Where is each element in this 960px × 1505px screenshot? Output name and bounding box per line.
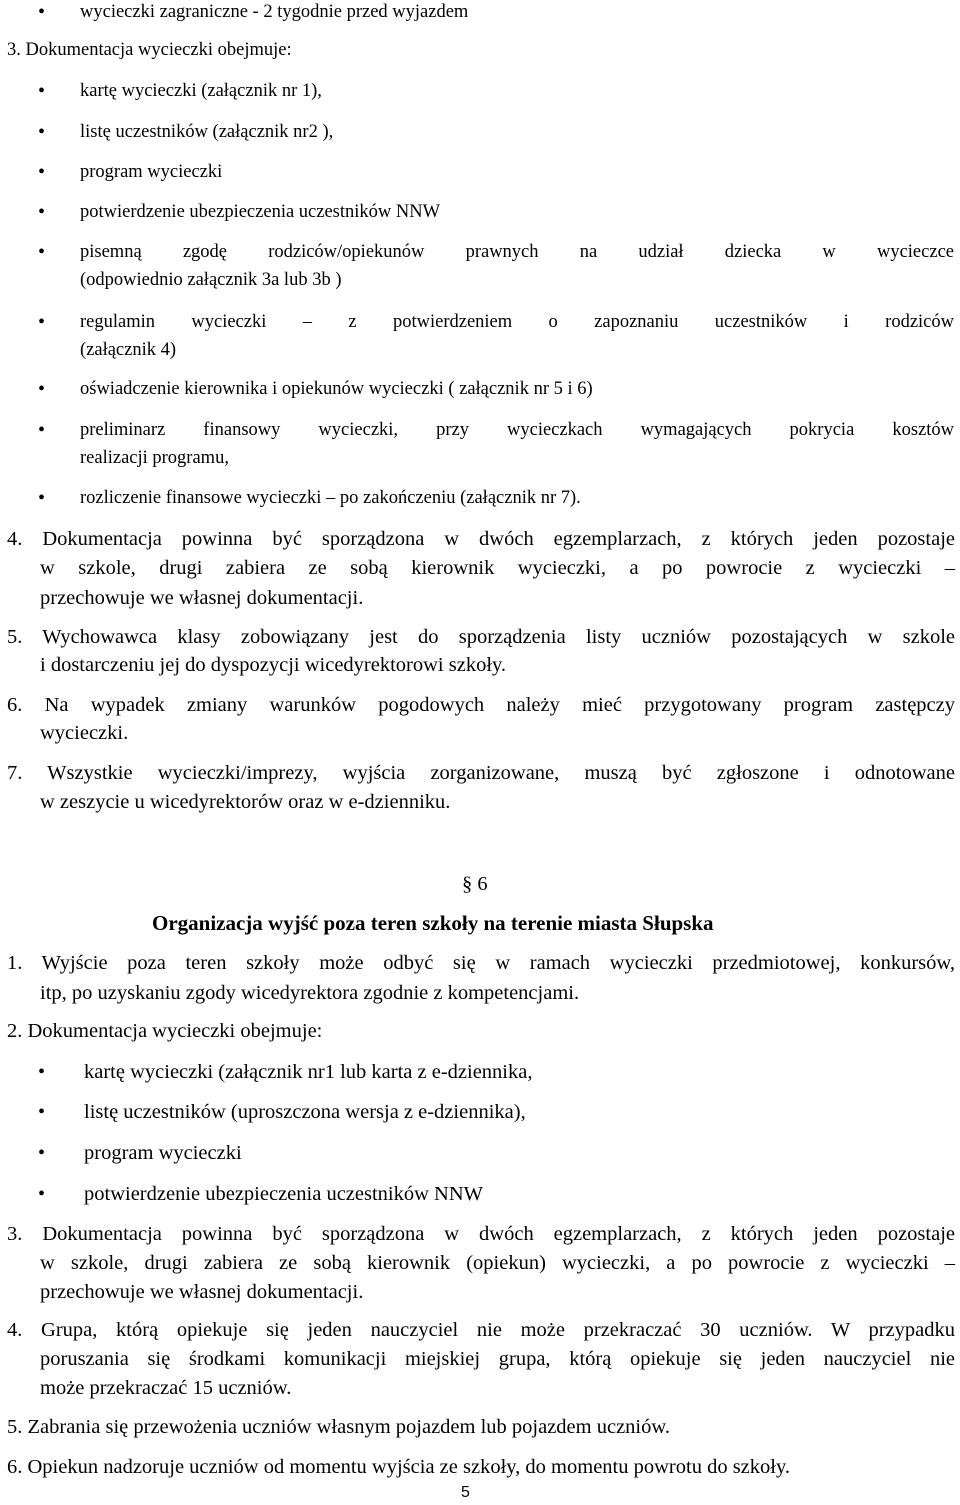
list-item: program wycieczki xyxy=(84,1142,242,1164)
bullet-icon: • xyxy=(38,1183,46,1205)
section-item-1: 1. Wyjście poza teren szkoły może odbyć się w ramach wycieczki przedmiotowej, konkursów, xyxy=(7,952,955,974)
paragraph-item-7: 7. Wszystkie wycieczki/imprezy, wyjścia zorganizowane, muszą być zgłoszone i odnotowane xyxy=(7,762,955,784)
list-item: preliminarz finansowy wycieczki, przy wycieczkach wymagających pokrycia kosztów xyxy=(80,420,954,440)
section-item-4: 4. Grupa, którą opiekuje się jeden nauczyciel nie może przekraczać 30 uczniów. W przypadku xyxy=(7,1319,955,1341)
paragraph-item-5: 5. Wychowawca klasy zobowiązany jest do sporządzenia listy uczniów pozostających w szkole xyxy=(7,626,955,648)
paragraph-item-6: 6. Na wypadek zmiany warunków pogodowych należy mieć przygotowany program zastępczy xyxy=(7,694,955,716)
section-item-4-line2: poruszania się środkami komunikacji miejskiej grupa, którą opiekuje się jeden nauczyciel nie xyxy=(40,1348,955,1370)
paragraph-item-4: 4. Dokumentacja powinna być sporządzona w dwóch egzemplarzach, z których jeden pozostaje xyxy=(7,528,955,550)
list-item-continuation: (odpowiednio załącznik 3a lub 3b ) xyxy=(80,270,342,290)
list-item: listę uczestników (uproszczona wersja z e-dziennika), xyxy=(84,1101,526,1123)
bullet-icon: • xyxy=(38,487,46,509)
list-item: rozliczenie finansowe wycieczki – po zakończeniu (załącznik nr 7). xyxy=(80,488,581,508)
page-number: 5 xyxy=(461,1484,470,1501)
paragraph-item-6-line2: wycieczki. xyxy=(40,722,129,744)
section-number: § 6 xyxy=(462,873,488,895)
section-item-5: 5. Zabrania się przewożenia uczniów własnym pojazdem lub pojazdem uczniów. xyxy=(7,1416,670,1438)
section-item-3-line2: w szkole, drugi zabiera ze sobą kierownik (opiekun) wycieczki, a po powrocie z wycieczki – xyxy=(40,1252,955,1274)
section-item-6: 6. Opiekun nadzoruje uczniów od momentu wyjścia ze szkoły, do momentu powrotu do szkoły. xyxy=(7,1456,791,1478)
bullet-icon: • xyxy=(38,419,46,441)
list-item: program wycieczki xyxy=(80,162,223,182)
bullet-icon: • xyxy=(38,1142,46,1164)
paragraph-item-5-line2: i dostarczeniu jej do dyspozycji wicedyrektorowi szkoły. xyxy=(40,654,507,676)
paragraph-item-7-line2: w zeszycie u wicedyrektorów oraz w e-dzienniku. xyxy=(40,791,451,813)
paragraph-item-4-line2: w szkole, drugi zabiera ze sobą kierownik wycieczki, a po powrocie z wycieczki – xyxy=(40,557,955,579)
section-item-3: 3. Dokumentacja powinna być sporządzona w dwóch egzemplarzach, z których jeden pozostaje xyxy=(7,1223,955,1245)
section-title: Organizacja wyjść poza teren szkoły na terenie miasta Słupska xyxy=(152,911,714,935)
list-item: potwierdzenie ubezpieczenia uczestników NNW xyxy=(84,1183,483,1205)
section-item-2: 2. Dokumentacja wycieczki obejmuje: xyxy=(7,1020,323,1042)
bullet-icon: • xyxy=(38,201,46,223)
bullet-icon: • xyxy=(38,1061,46,1083)
list-item: listę uczestników (załącznik nr2 ), xyxy=(80,122,334,142)
section-item-3-line3: przechowuje we własnej dokumentacji. xyxy=(40,1281,364,1303)
bullet-icon: • xyxy=(38,161,46,183)
list-item: potwierdzenie ubezpieczenia uczestników NNW xyxy=(80,202,441,222)
list-item-continuation: (załącznik 4) xyxy=(80,340,177,360)
list-item: kartę wycieczki (załącznik nr 1), xyxy=(80,81,322,101)
list-item: kartę wycieczki (załącznik nr1 lub karta z e-dziennika, xyxy=(84,1061,533,1083)
bullet-icon: • xyxy=(38,1,46,23)
list-item: pisemną zgodę rodziców/opiekunów prawnych na udział dziecka w wycieczce xyxy=(80,242,954,262)
section-item-4-line3: może przekraczać 15 uczniów. xyxy=(40,1377,292,1399)
section-item-1-line2: itp, po uzyskaniu zgody wicedyrektora zgodnie z kompetencjami. xyxy=(40,982,580,1004)
bullet-icon: • xyxy=(38,80,46,102)
bullet-icon: • xyxy=(38,241,46,263)
paragraph-item-3: 3. Dokumentacja wycieczki obejmuje: xyxy=(7,40,292,60)
bullet-icon: • xyxy=(38,311,46,333)
bullet-icon: • xyxy=(38,1101,46,1123)
paragraph-item-4-line3: przechowuje we własnej dokumentacji. xyxy=(40,587,364,609)
list-item: wycieczki zagraniczne - 2 tygodnie przed wyjazdem xyxy=(80,2,469,22)
bullet-icon: • xyxy=(38,121,46,143)
list-item: oświadczenie kierownika i opiekunów wycieczki ( załącznik nr 5 i 6) xyxy=(80,379,593,399)
bullet-icon: • xyxy=(38,378,46,400)
list-item-continuation: realizacji programu, xyxy=(80,448,229,468)
list-item: regulamin wycieczki – z potwierdzeniem o zapoznaniu uczestników i rodziców xyxy=(80,312,954,332)
